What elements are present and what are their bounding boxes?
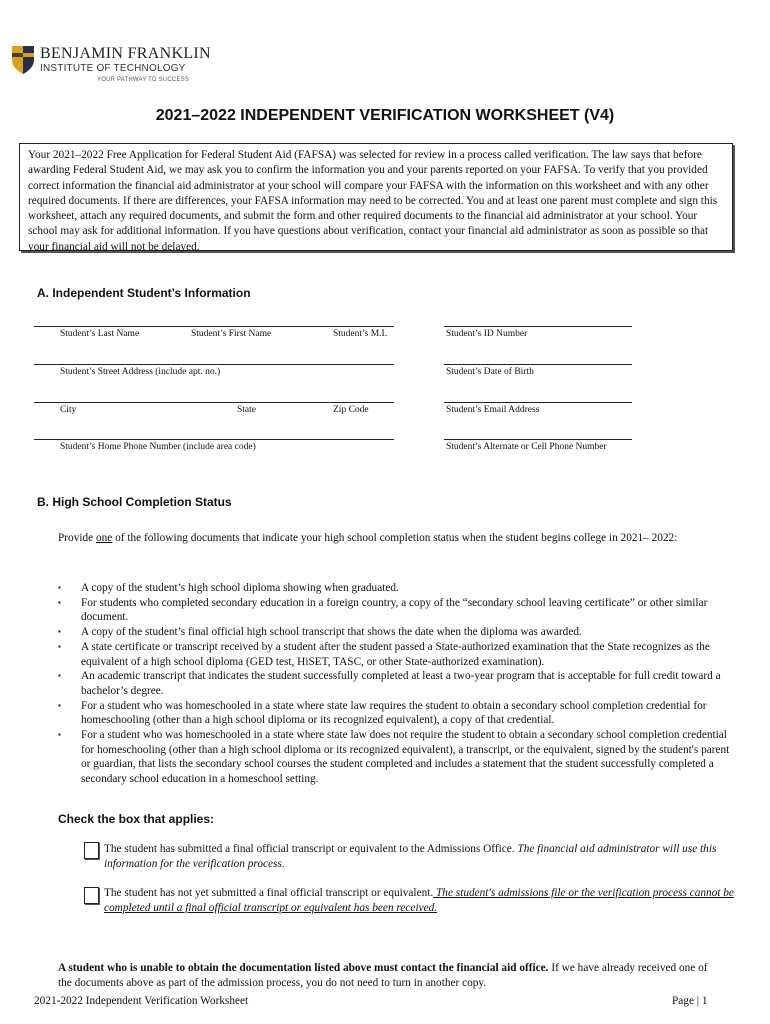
- logo-tagline: YOUR PATHWAY TO SUCCESS: [97, 77, 190, 83]
- alt-phone-line[interactable]: [444, 439, 632, 440]
- name-line[interactable]: [34, 326, 394, 327]
- list-item-text: A state certificate or transcript received by a student after the student passed a State-authorized examination that the State recognizes as the equivalent of a high school diploma (GED test, HiSET, TASC, or other State-authorized examination).: [81, 640, 710, 668]
- provide-pre: Provide: [58, 532, 96, 544]
- alt-phone-label: Student’s Alternate or Cell Phone Number: [446, 442, 607, 452]
- option2-plain: The student has not yet submitted a final official transcript or equivalent.: [104, 887, 434, 899]
- list-item-text: For a student who was homeschooled in a state where state law does not require the student to obtain a secondary school completion credential for homeschooling (other than a high school diploma or its recognized equivalent), a transcript, or the equivalent, signed by the student's parent or guardian, that lists the secondary school courses the student completed and includes a statement that the student successfully completed a secondary school education in a homeschool setting.: [81, 729, 730, 786]
- bullet-icon: ▪: [58, 730, 61, 740]
- check-box-heading: Check the box that applies:: [58, 812, 215, 826]
- list-item: [58, 581, 738, 596]
- mi-label: Student’s M.I.: [333, 329, 388, 339]
- option1-italic: The financial aid administrator will use this information for the verification process: [104, 843, 717, 870]
- city-label: City: [60, 405, 77, 415]
- bullet-icon: ▪: [58, 597, 61, 607]
- transcript-submitted-checkbox[interactable]: [84, 842, 99, 859]
- home-phone-label: Student’s Home Phone Number (include area code): [60, 442, 256, 452]
- provide-one: one: [95, 532, 113, 544]
- intro-box: Your 2021–2022 Free Application for Federal Student Aid (FAFSA) was selected for review in a process called verification. The law says that before awarding Federal Student Aid, we may ask you to confirm the information you and your parents reported on your FAFSA. To verify that you provided correct information the financial aid administrator at your school will compare your FAFSA with the information on this worksheet and with any other required documents. If there are differences, your FAFSA information may need to be corrected. You and at least one parent must complete and sign this worksheet, attach any required documents, and submit the form and other required documents to the financial aid administrator at your school. Your school may ask for additional information. If you have questions about verification, contact your financial aid administrator as soon as possible so that your financial aid will not be delayed.: [19, 143, 733, 251]
- list-item-text: For students who completed secondary education in a foreign country, a copy of the “secondary school leaving certificate” or other similar document.: [81, 596, 708, 624]
- street-line[interactable]: [34, 364, 394, 365]
- list-item-text: A copy of the student’s high school diploma showing when graduated.: [81, 582, 399, 594]
- street-label: Student’s Street Address (include apt. no.): [60, 367, 221, 377]
- first-name-label: Student’s First Name: [191, 329, 272, 339]
- id-number-label: Student’s ID Number: [446, 329, 528, 339]
- state-label: State: [237, 405, 256, 415]
- page-num: 1: [701, 995, 708, 1007]
- page-label: Page: [672, 995, 694, 1007]
- page-separator: |: [696, 995, 700, 1007]
- transcript-not-submitted-checkbox[interactable]: [84, 887, 99, 904]
- list-item: [58, 596, 738, 625]
- footer-document-name: 2021-2022 Independent Verification Worksheet: [34, 995, 249, 1007]
- dob-line[interactable]: [444, 364, 632, 365]
- email-line[interactable]: [444, 402, 632, 403]
- list-item: [58, 699, 738, 728]
- logo-institute: INSTITUTE OF TECHNOLOGY: [40, 63, 186, 74]
- shield-logo-icon: [12, 44, 34, 74]
- section-a-heading: A. Independent Student’s Information: [37, 286, 251, 300]
- bullet-icon: ▪: [58, 671, 61, 681]
- worksheet-title: 2021–2022 INDEPENDENT VERIFICATION WORKSHEET (V4): [155, 107, 615, 124]
- institution-logo: [12, 44, 211, 88]
- city-state-zip-line[interactable]: [34, 402, 394, 403]
- bullet-icon: ▪: [58, 627, 61, 637]
- footer-page-number: [672, 995, 708, 1007]
- last-name-label: Student’s Last Name: [60, 329, 140, 339]
- option1-plain: The student has submitted a final official transcript or equivalent to the Admissions Office.: [104, 843, 518, 855]
- list-item: [58, 640, 738, 669]
- option2-italic: The student's admissions file or the verification process cannot be completed until a final official transcript or equivalent has been received.: [104, 887, 734, 914]
- list-item: [58, 728, 738, 787]
- document-list: [58, 581, 738, 787]
- section-b-heading: B. High School Completion Status: [37, 495, 232, 509]
- home-phone-line[interactable]: [34, 439, 394, 440]
- id-number-line[interactable]: [444, 326, 632, 327]
- note-rest: If we have already received one of the documents above as part of the admission process, you do not need to turn in another copy.: [58, 962, 708, 989]
- bullet-icon: ▪: [58, 641, 61, 651]
- provide-paragraph: [58, 531, 698, 546]
- note-bold: A student who is unable to obtain the documentation listed above must contact the financial aid office.: [58, 962, 549, 974]
- list-item-text: For a student who was homeschooled in a state where state law requires the student to obtain a secondary school completion credential for homeschooling (other than a high school diploma or its recognized equivalent), a copy of that credential.: [81, 699, 707, 727]
- option1-text: [104, 842, 734, 872]
- email-label: Student’s Email Address: [446, 405, 540, 415]
- list-item: [58, 669, 738, 698]
- list-item: [58, 625, 738, 640]
- provide-post: of the following documents that indicate your high school completion status when the student begins college in 2021– 2022:: [112, 532, 678, 544]
- bullet-icon: ▪: [58, 700, 61, 710]
- dob-label: Student’s Date of Birth: [446, 367, 534, 377]
- logo-name: BENJAMIN FRANKLIN: [40, 45, 211, 62]
- bullet-icon: ▪: [58, 583, 61, 592]
- zip-label: Zip Code: [333, 405, 369, 415]
- option1-end: .: [281, 858, 285, 870]
- list-item-text: An academic transcript that indicates the student successfully completed at least a two-year program that is acceptable for full credit toward a bachelor’s degree.: [81, 670, 721, 697]
- option2-text: [104, 886, 734, 916]
- list-item-text: A copy of the student’s final official high school transcript that shows the date when the diploma was awarded.: [81, 626, 582, 639]
- contact-note: [58, 961, 718, 991]
